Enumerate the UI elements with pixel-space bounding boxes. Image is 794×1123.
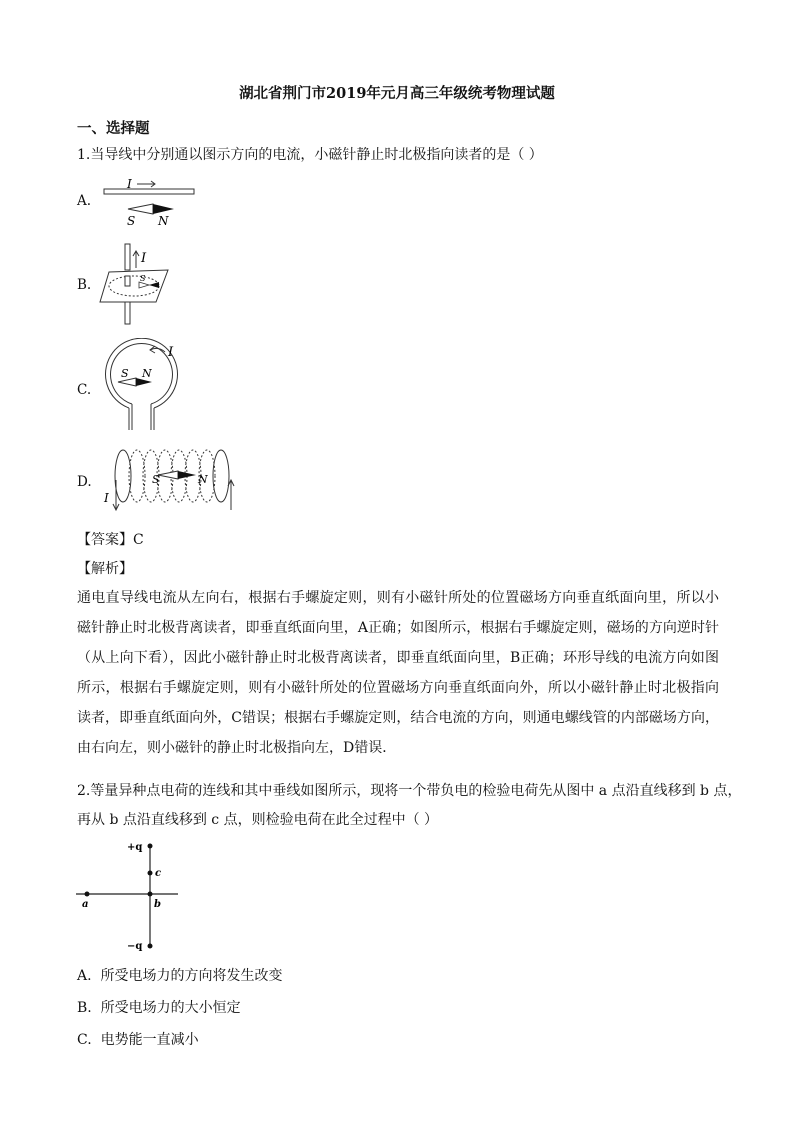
south-label: S xyxy=(140,274,146,283)
label-a: a xyxy=(82,899,89,910)
q2-option-c-label: C. xyxy=(77,1032,92,1048)
page-title: 湖北省荆门市2019年元月高三年级统考物理试题 xyxy=(239,85,555,102)
answer-1: 【答案】C xyxy=(77,532,144,548)
current-label-i: I xyxy=(168,345,174,360)
needle-south xyxy=(158,471,178,479)
label-b: b xyxy=(154,899,161,910)
north-label: N xyxy=(158,214,169,226)
wire-mid xyxy=(125,276,130,286)
figure-1b-vertical-wire xyxy=(97,240,173,328)
needle-south xyxy=(128,204,153,214)
south-label: S xyxy=(121,367,129,380)
charge-positive xyxy=(148,844,153,849)
label-c: c xyxy=(155,868,162,879)
question-2-stem-line2: 再从 b 点沿直线移到 c 点，则检验电荷在此全过程中（ ） xyxy=(77,812,439,828)
option-b-label: B. xyxy=(77,277,92,293)
point-c xyxy=(148,871,153,876)
south-label: S xyxy=(127,214,136,226)
north-label: N xyxy=(198,473,208,486)
q2-option-b xyxy=(77,998,241,1018)
figure-1d-solenoid xyxy=(100,440,250,520)
q2-option-b-text: 所受电场力的大小恒定 xyxy=(100,1000,241,1016)
option-d-label: D. xyxy=(77,474,92,490)
current-label-i: I xyxy=(104,491,109,505)
figure-1a-straight-wire xyxy=(100,176,200,226)
current-label-i: I xyxy=(141,251,147,266)
charge-negative xyxy=(148,944,153,949)
label-plus-q: +q xyxy=(127,842,143,853)
q2-option-a-label: A. xyxy=(77,968,92,984)
question-2-stem-line1: 2.等量异种点电荷的连线和其中垂线如图所示，现将一个带负电的检验电荷先从图中 a 点沿直线移到 b 点， xyxy=(77,783,742,799)
q2-option-b-label: B. xyxy=(77,1000,92,1016)
q2-option-c-text: 电势能一直减小 xyxy=(100,1032,199,1048)
figure-1c-ring-wire xyxy=(92,338,192,433)
current-label-i: I xyxy=(127,177,132,191)
wire-top xyxy=(125,244,130,270)
point-a xyxy=(85,892,90,897)
section-heading: 一、选择题 xyxy=(77,120,150,137)
north-label: N xyxy=(142,367,152,380)
south-label: S xyxy=(152,473,160,486)
label-minus-q: −q xyxy=(127,941,143,952)
wire-bottom xyxy=(125,302,130,324)
q2-option-c xyxy=(77,1030,199,1050)
figure-2-dipole-axes xyxy=(72,838,184,953)
q2-option-a-text: 所受电场力的方向将发生改变 xyxy=(100,968,283,984)
q2-option-a xyxy=(77,966,282,986)
option-c-label: C. xyxy=(77,382,92,398)
analysis-text-1: 通电直导线电流从左向右，根据右手螺旋定则，则有小磁针所处的位置磁场方向垂直纸面向里，所以小磁针静止时北极背离读者，即垂直纸面向里，A正确；如图所示，根据右手螺旋定则，磁场的方向逆时针（从上向下看），因此小磁针静止时北极背离读者，即垂直纸面向里，B正确；环形导线的电流方向如图所示，根据右手螺旋定则，则有小磁针所处的位置磁场方向垂直纸面向外，所以小磁针静止时北极指向读者，即垂直纸面向外，C错误；根据右手螺旋定则，结合电流的方向，则通电螺线管的内部磁场方向，由右向左，则小磁针的静止时北极指向左，D错误． xyxy=(77,590,719,756)
question-1-stem: 1.当导线中分别通以图示方向的电流，小磁针静止时北极指向读者的是（ ） xyxy=(77,147,543,163)
wire xyxy=(104,189,194,194)
needle-north xyxy=(153,204,174,214)
point-b xyxy=(148,892,153,897)
option-a-label: A. xyxy=(77,193,92,209)
analysis-heading-1: 【解析】 xyxy=(77,561,133,577)
